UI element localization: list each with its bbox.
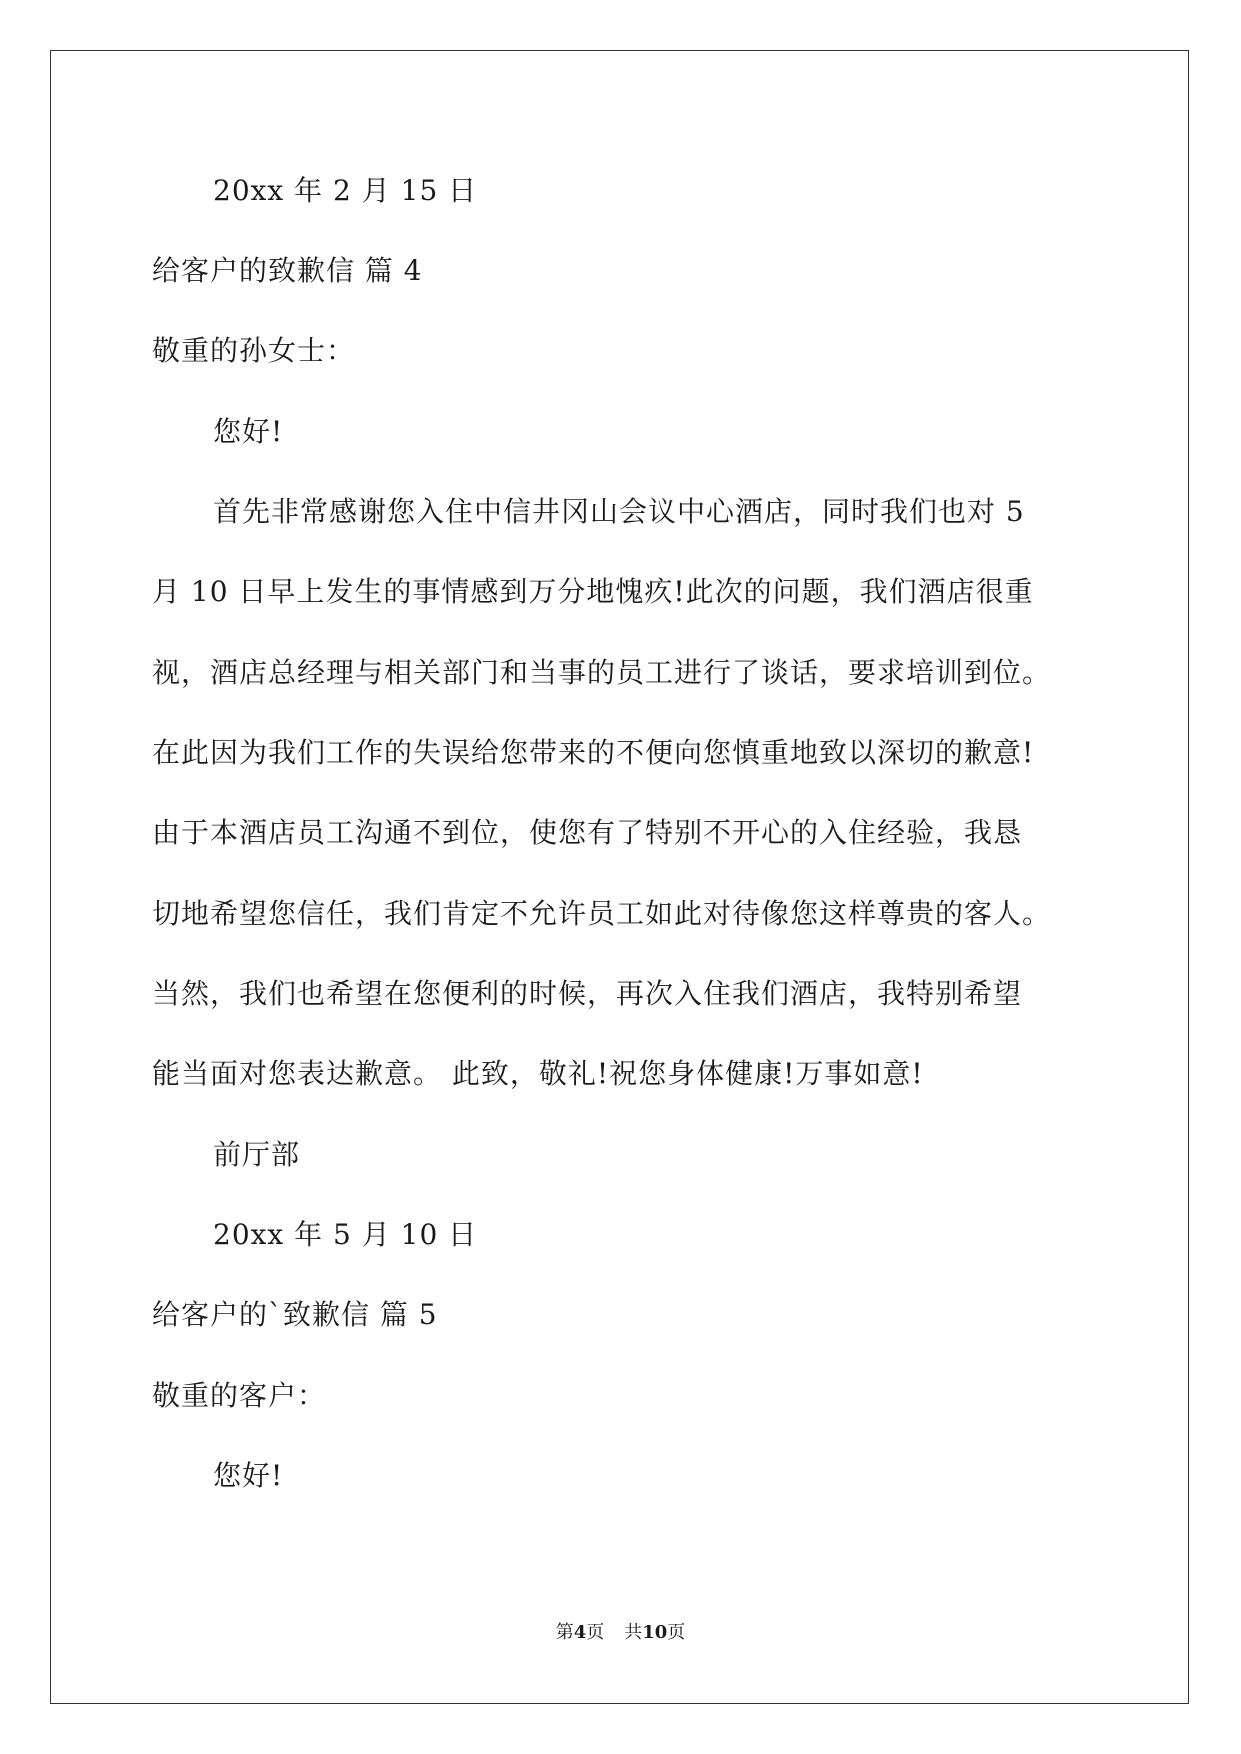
paragraph-line: 由于本酒店员工沟通不到位，使您有了特别不开心的入住经验，我恳 <box>152 816 1023 849</box>
signature-department: 前厅部 <box>213 1138 301 1171</box>
page-footer <box>0 1621 1241 1645</box>
paragraph-line: 切地希望您信任，我们肯定不允许员工如此对待像您这样尊贵的客人。 <box>152 897 1052 930</box>
total-pages: 10 <box>642 1622 668 1643</box>
paragraph-line: 当然，我们也希望在您便利的时候，再次入住我们酒店，我特别希望 <box>152 977 1023 1010</box>
paragraph-line: 在此因为我们工作的失误给您带来的不便向您慎重地致以深切的歉意! <box>152 736 1035 769</box>
paragraph-line: 月 10 日早上发生的事情感到万分地愧疚!此次的问题，我们酒店很重 <box>152 575 1034 608</box>
greeting-2: 您好! <box>213 1459 284 1492</box>
salutation-2: 敬重的客户： <box>152 1379 327 1412</box>
greeting-1: 您好! <box>213 415 284 448</box>
date-line-1: 20xx 年 2 月 15 日 <box>213 174 478 207</box>
page-suffix: 页 <box>586 1622 605 1643</box>
salutation-1: 敬重的孙女士： <box>152 334 356 367</box>
page-number: 4 <box>573 1622 587 1643</box>
total-suffix: 页 <box>667 1622 686 1643</box>
letter-title-5: 给客户的`致歉信 篇 5 <box>152 1298 438 1331</box>
paragraph-line: 首先非常感谢您入住中信井冈山会议中心酒店，同时我们也对 5 <box>213 495 1025 528</box>
letter-title-4: 给客户的致歉信 篇 4 <box>152 254 423 287</box>
paragraph-line: 视，酒店总经理与相关部门和当事的员工进行了谈话，要求培训到位。 <box>152 656 1052 689</box>
total-prefix: 共 <box>624 1622 643 1643</box>
page-border <box>50 50 1189 1704</box>
date-line-2: 20xx 年 5 月 10 日 <box>213 1218 478 1251</box>
page-prefix: 第 <box>555 1622 574 1643</box>
paragraph-line: 能当面对您表达歉意。 此致，敬礼!祝您身体健康!万事如意! <box>152 1057 924 1090</box>
